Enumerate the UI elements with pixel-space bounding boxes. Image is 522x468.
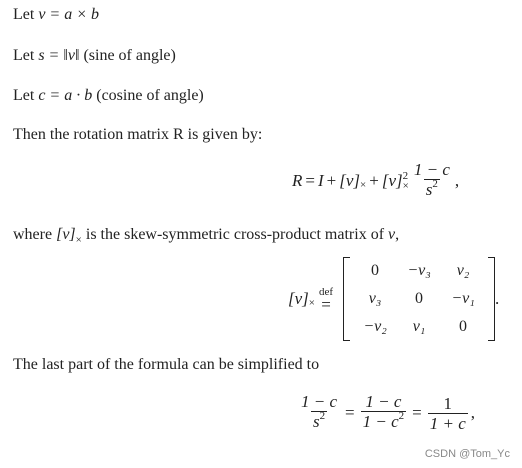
where-label: where	[13, 226, 57, 243]
let-c-line	[13, 86, 204, 106]
fraction-numerator: 1	[443, 393, 453, 413]
square-superscript: 2	[402, 170, 409, 182]
plus-sign: +	[326, 171, 337, 190]
identity-symbol: I	[317, 171, 324, 190]
let-label: Let	[13, 47, 39, 64]
fraction-denominator	[361, 411, 407, 434]
fraction-1-minus-c-over-1-minus-c2	[361, 392, 407, 434]
matrix-cell: 0	[415, 290, 424, 307]
matrix-cell: −v₂	[363, 318, 387, 335]
cross-subscript: ×	[308, 297, 315, 309]
plus-sign: +	[369, 171, 379, 190]
denominator-superscript: 2	[398, 410, 405, 422]
skew-symmetric-description	[13, 225, 399, 246]
fraction-denominator	[311, 411, 327, 434]
simplification-intro: The last part of the formula can be simplified to	[13, 356, 320, 373]
fraction-denominator	[424, 179, 440, 202]
fraction-denominator: 1 + c	[429, 413, 466, 433]
rotation-formula	[292, 160, 459, 202]
description-text: is the skew-symmetric cross-product matrix of	[81, 226, 389, 243]
let-s-line	[13, 46, 176, 66]
fraction-numerator: 1 − c	[365, 392, 402, 411]
let-v-line	[13, 5, 99, 25]
comma: ,	[454, 171, 460, 190]
csdn-watermark: CSDN @Tom_Yc	[424, 448, 510, 460]
fraction-1-minus-c-over-s2	[412, 160, 452, 202]
matrix-cell: 0	[459, 318, 468, 335]
simplified-formula	[296, 392, 475, 434]
equals-sign: =	[345, 403, 355, 422]
cross-subscript: ×	[360, 179, 367, 191]
comma: ,	[395, 226, 400, 243]
period: .	[495, 289, 500, 308]
fraction-1-minus-c-over-s2	[299, 392, 339, 434]
matrix-row	[353, 257, 485, 285]
cross-matrix-squared-symbol: [v]	[381, 171, 403, 190]
fraction-1-over-1-plus-c	[428, 394, 468, 433]
cross-subscript: ×	[402, 180, 409, 192]
cross-subscript: ×	[75, 234, 82, 246]
denominator-base: 1 − c	[362, 412, 399, 431]
formula-lhs: [v]	[288, 289, 309, 308]
v-symbol: v	[388, 226, 396, 243]
matrix-row	[353, 313, 485, 341]
denominator-base: s	[312, 412, 320, 431]
formula-lhs: R	[292, 171, 303, 190]
def-label: def	[319, 285, 334, 298]
matrix-row	[353, 285, 485, 313]
v-definition: v = a × b	[38, 6, 100, 23]
matrix-cell: v₃	[368, 290, 382, 307]
matrix-cell: v₂	[456, 262, 470, 279]
sine-note: (sine of angle)	[79, 47, 176, 64]
cross-matrix-symbol: [v]	[56, 226, 76, 243]
let-label: Let	[13, 87, 39, 104]
definition-equals	[319, 287, 333, 312]
matrix-cell: −v₁	[451, 290, 475, 307]
cross-matrix-symbol: [v]	[339, 171, 361, 190]
cosine-note: (cosine of angle)	[92, 87, 204, 104]
denominator-superscript: 2	[319, 410, 326, 422]
denominator-base: s	[425, 180, 433, 199]
cross-product-matrix-formula	[288, 257, 499, 341]
s-definition: s = ‖v‖	[38, 47, 80, 64]
c-definition: c = a · b	[38, 87, 93, 104]
denominator-superscript: 2	[432, 178, 438, 190]
equals-sign: =	[305, 171, 315, 190]
rotation-intro: Then the rotation matrix R is given by:	[13, 126, 263, 143]
equals-sign: =	[321, 294, 331, 314]
let-label: Let	[13, 6, 39, 23]
matrix-cell: 0	[371, 262, 380, 279]
sup-sub-stack	[403, 171, 409, 191]
comma: ,	[470, 403, 476, 422]
matrix-cell: −v₃	[407, 262, 431, 279]
matrix-cell: v₁	[412, 318, 426, 335]
equals-sign: =	[412, 403, 422, 422]
fraction-numerator: 1 − c	[301, 392, 338, 411]
fraction-numerator: 1 − c	[413, 160, 450, 179]
skew-symmetric-matrix	[343, 257, 495, 341]
